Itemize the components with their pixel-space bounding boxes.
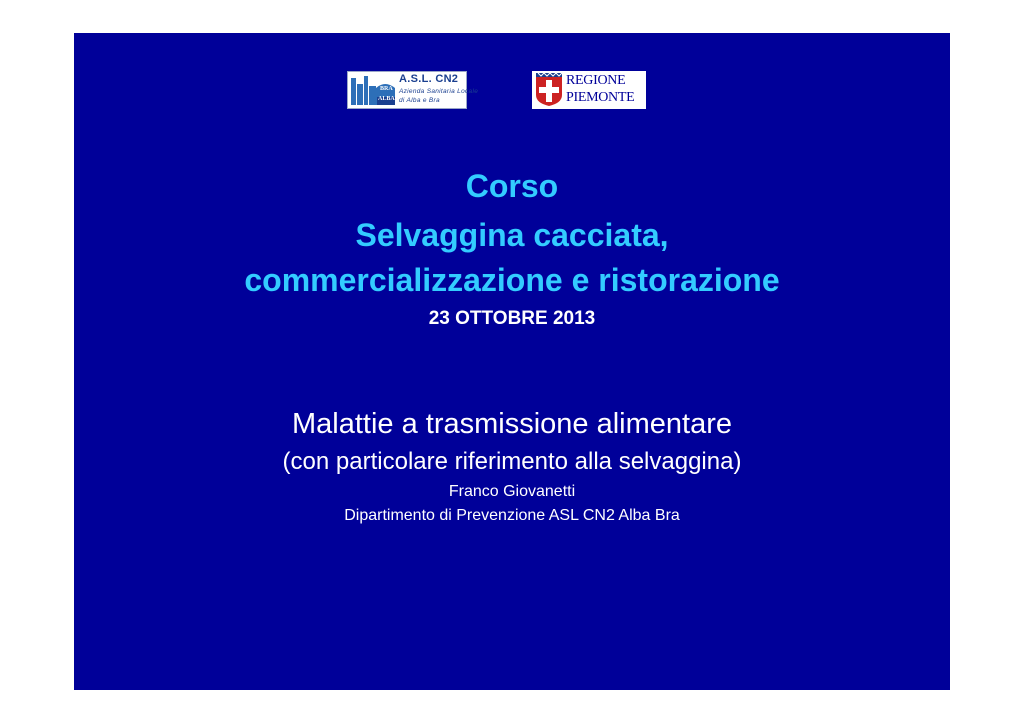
course-subtitle-line1: Selvaggina cacciata, — [355, 217, 669, 253]
asl-logo-subtitle — [399, 88, 478, 105]
asl-logo-subtitle-line2: di Alba e Bra — [399, 96, 440, 104]
asl-logo-name: A.S.L. CN2 — [399, 73, 459, 85]
talk-subtitle: (con particolare riferimento alla selvaggina) — [282, 448, 742, 475]
asl-cn2-logo — [347, 71, 479, 109]
asl-tag-alba: ALBA — [378, 96, 395, 102]
region-line2: PIEMONTE — [566, 90, 635, 105]
regione-piemonte-text — [566, 72, 634, 106]
asl-tag-bra: BRA — [380, 86, 393, 92]
talk-title: Malattie a trasmissione alimentare — [291, 408, 732, 440]
regione-piemonte-logo — [532, 71, 646, 109]
course-subtitle-line2: commercializzazione e ristorazione — [244, 262, 780, 298]
asl-logo-subtitle-line1: Azienda Sanitaria Locale — [399, 88, 479, 95]
course-title: Corso — [465, 168, 559, 204]
author-name: Franco Giovanetti — [448, 483, 576, 500]
author-department: Dipartimento di Prevenzione ASL CN2 Alba Bra — [344, 507, 680, 524]
slide — [74, 33, 950, 690]
region-line1: REGIONE — [566, 73, 626, 88]
course-date: 23 OTTOBRE 2013 — [428, 308, 596, 329]
piemonte-shield-icon — [534, 73, 564, 107]
